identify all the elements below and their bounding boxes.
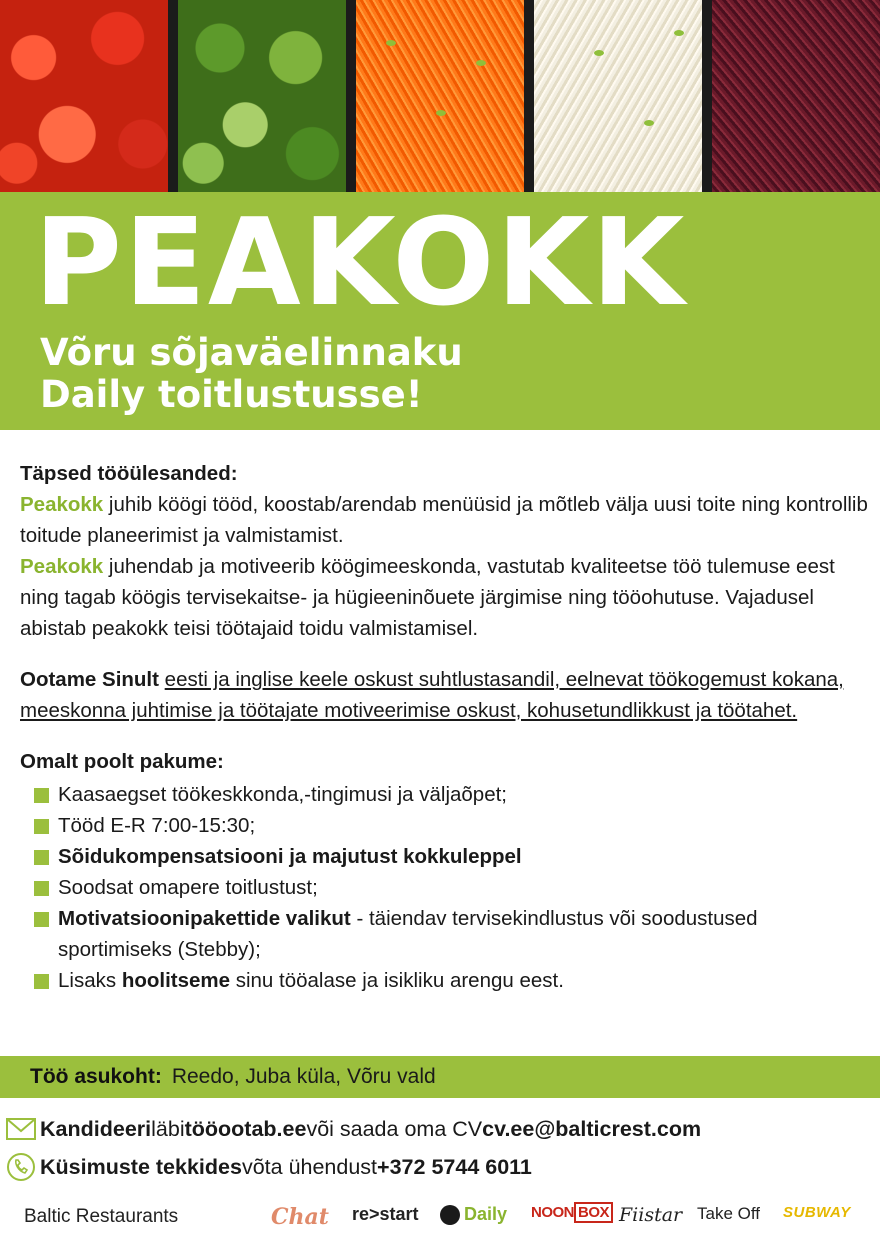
broccoli-tray-image — [178, 0, 356, 192]
list-item — [20, 810, 870, 841]
bullet-square-icon — [34, 974, 49, 989]
restart-logo: re>start — [352, 1204, 419, 1224]
offer-item-text: Tööd E-R 7:00-15:30; — [58, 814, 256, 837]
offer-heading: Omalt poolt pakume: — [20, 750, 224, 773]
daily-logo — [440, 1204, 507, 1225]
daily-logo-icon — [440, 1205, 460, 1225]
brand-footer — [0, 1196, 880, 1240]
bullet-square-icon — [34, 788, 49, 803]
list-item — [20, 965, 870, 996]
offer-item-text: - täiendav tervisekindlustus või soodustused sportimiseks (Stebby); — [58, 907, 758, 961]
list-item — [20, 872, 870, 903]
page-title: PEAKOKK — [34, 194, 687, 333]
hero-food-photo — [0, 0, 880, 192]
fiistar-logo: Fiistar — [619, 1204, 683, 1226]
offer-item-text: Sõidukompensatsiooni ja majutust kokkuleppel — [58, 845, 522, 868]
questions-text: võta ühendust — [241, 1155, 378, 1179]
subtitle-line-2: Daily toitlustusse! — [40, 373, 423, 416]
offer-item-bold: hoolitseme — [121, 969, 231, 992]
red-cabbage-tray-image — [712, 0, 880, 192]
offer-list — [20, 779, 870, 996]
apply-text: või saada oma CV — [306, 1117, 483, 1141]
offer-item-text: Lisaks — [58, 969, 122, 992]
offer-item-text: sinu tööalase ja isikliku arengu eest. — [230, 969, 564, 992]
role-highlight: Peakokk — [20, 555, 104, 578]
carrot-tray-image — [356, 0, 534, 192]
page-subtitle — [40, 332, 463, 416]
bullet-square-icon — [34, 850, 49, 865]
apply-label: Kandideeri — [40, 1117, 152, 1141]
phone-number[interactable]: +372 5744 6011 — [377, 1155, 532, 1179]
expectations-paragraph — [20, 664, 870, 726]
expectations-text: eesti ja inglise keele oskust suhtlustasandil, eelnevat töökogemust kokana, meeskonna juhtimise ja töötajate motiveerimise oskust, kohusetundlikkust ja töötahet. — [20, 668, 844, 722]
noonbox-logo — [531, 1204, 613, 1221]
phone-icon — [6, 1152, 36, 1182]
duties-text-2: juhendab ja motiveerib köögimeeskonda, vastutab kvaliteetse töö tulemuse eest ning tagab köögis tervisekaitse- ja hügieeninõuete järgimise ning tööohutuse. Vajadusel abistab peakokk teisi töötajaid toidu valmistamisel. — [20, 555, 835, 640]
job-description — [20, 458, 870, 996]
expectations-heading: Ootame Sinult — [20, 668, 159, 691]
noonbox-logo-box: BOX — [574, 1202, 613, 1223]
subway-logo: SUBWAY — [783, 1204, 851, 1221]
tomato-tray-image — [0, 0, 178, 192]
email-link[interactable]: cv.ee@balticrest.com — [482, 1117, 702, 1141]
cabbage-tray-image — [534, 0, 712, 192]
questions-line — [6, 1151, 876, 1183]
apply-text: läbi — [151, 1117, 185, 1141]
subtitle-line-1: Võru sõjaväelinnaku — [40, 331, 463, 374]
location-band — [0, 1056, 880, 1098]
noonbox-logo-text: NOON — [531, 1204, 574, 1221]
takeoff-logo: Take Off — [697, 1204, 760, 1223]
apply-line — [6, 1113, 876, 1145]
company-name: Baltic Restaurants — [24, 1206, 179, 1227]
location-label: Töö asukoht: — [30, 1065, 162, 1088]
offer-item-text: Kaasaegset töökeskkonda,-tingimusi ja väljaõpet; — [58, 783, 507, 806]
title-band — [0, 192, 880, 430]
bullet-square-icon — [34, 819, 49, 834]
list-item — [20, 841, 870, 872]
duties-text-1: juhib köögi tööd, koostab/arendab menüüsid ja mõtleb välja uusi toite ning kontrollib toitude planeerimist ja valmistamist. — [20, 493, 868, 547]
offer-item-bold: Motivatsioonipakettide valikut — [58, 907, 351, 930]
bullet-square-icon — [34, 881, 49, 896]
role-highlight: Peakokk — [20, 493, 104, 516]
envelope-icon — [6, 1114, 36, 1144]
chat-logo: Chat — [271, 1204, 329, 1230]
questions-label: Küsimuste tekkides — [40, 1155, 242, 1179]
duties-paragraph-2 — [20, 551, 870, 644]
duties-paragraph-1 — [20, 489, 870, 551]
list-item — [20, 779, 870, 810]
list-item — [20, 903, 870, 965]
offer-item-text: Soodsat omapere toitlustust; — [58, 876, 318, 899]
job-site-link[interactable]: tööootab.ee — [184, 1117, 307, 1141]
duties-heading: Täpsed tööülesanded: — [20, 462, 238, 485]
bullet-square-icon — [34, 912, 49, 927]
daily-logo-text: Daily — [464, 1204, 508, 1224]
location-value: Reedo, Juba küla, Võru vald — [171, 1065, 436, 1088]
